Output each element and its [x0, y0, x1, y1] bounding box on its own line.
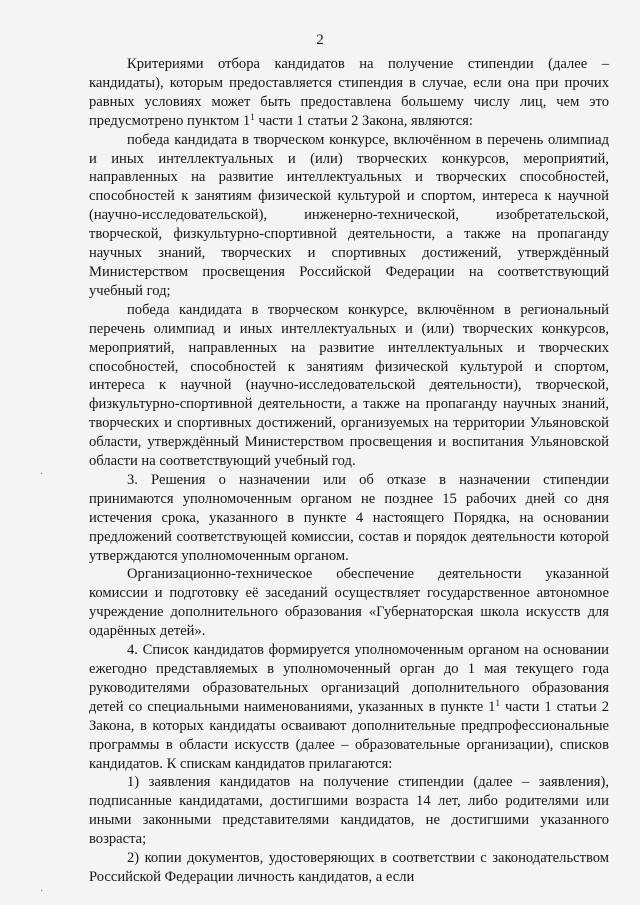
paragraph-text: 2) копии документов, удостоверяющих в соответствии с законодательством Российской Федерации личность кандидатов, а если: [89, 850, 609, 885]
superscript: 1: [250, 111, 255, 122]
paragraph: [89, 131, 609, 301]
paragraph-text: 4. Список кандидатов формируется уполномоченным органом на основании ежегодно представляемых в уполномоченный орган до 1 мая текущего года руководителями образовательных организаций дополнительного образования детей со специальными наименованиями, указанных в пункте 1: [89, 642, 609, 715]
superscript: 1: [495, 697, 500, 708]
margin-mark: ·: [40, 886, 44, 897]
paragraph-text: части 1 статьи 2 Закона, в которых кандидаты осваивают дополнительные предпрофессиональные программы в области искусств (далее – образовательные организации), списков кандидатов. К спискам кандидатов прилагаются:: [89, 698, 609, 772]
paragraph: [89, 55, 609, 131]
paragraph-text: Критериями отбора кандидатов на получение стипендии (далее – кандидаты), которым предоставляется стипендия в случае, если она при прочих равных условиях может быть предоставлена большему числу лиц, чем это предусмотрено пунктом 1: [89, 56, 609, 129]
paragraph: [89, 301, 609, 471]
page-number: 2: [316, 32, 324, 48]
document-body: [89, 55, 609, 887]
paragraph: [89, 641, 609, 773]
paragraph-text: части 1 статьи 2 Закона, являются:: [254, 112, 473, 129]
paragraph-text: 3. Решения о назначении или об отказе в назначении стипендии принимаются уполномоченным органом не позднее 15 рабочих дней со дня истечения срока, указанного в пункте 4 настоящего Порядка, на основании предложений соответствующей комиссии, состав и порядок деятельности которой утверждаются уполномоченным органом.: [89, 471, 609, 564]
paragraph-text: победа кандидата в творческом конкурсе, включённом в региональный перечень олимпиад и иных интеллектуальных и (или) творческих конкурсов, мероприятий, направленных на развитие интеллектуальных и творческих способностей, способностей к занятиям физической культурой и спортом, интереса к научной (научно-исследовательской деятельности), творческой, физкультурно-спортивной деятельности, а также на пропаганду научных знаний, творческих и спортивных достижений, организуемых на территории Ульяновской области, утверждённый Министерством просвещения и воспитания Ульяновской области на соответствующий учебный год.: [89, 301, 609, 470]
paragraph: [89, 773, 609, 849]
paragraph-text: Организационно-техническое обеспечение деятельности указанной комиссии и подготовку её заседаний осуществляет государственное автономное учреждение дополнительного образования «Губернаторская школа искусств для одарённых детей».: [89, 566, 609, 640]
paragraph-text: победа кандидата в творческом конкурсе, включённом в перечень олимпиад и иных интеллектуальных и (или) творческих конкурсов, мероприятий, направленных на развитие интеллектуальных и творческих способностей, способностей к занятиям физической культурой и спортом, интереса к научной (научно-исследовательской), инженерно-технической, изобретательской, творческой, физкультурно-спортивной деятельности, а также на пропаганду научных знаний, творческих и спортивных достижений, утверждённый Министерством просвещения Российской Федерации на соответствующий учебный год;: [89, 131, 609, 299]
paragraph: [89, 849, 609, 887]
paragraph: [89, 471, 609, 566]
paragraph: [89, 565, 609, 641]
margin-mark: ·: [40, 469, 44, 480]
paragraph-text: 1) заявления кандидатов на получение стипендии (далее – заявления), подписанные кандидатами, достигшими возраста 14 лет, либо родителями или иными законными представителями кандидатов, не достигшими указанного возраста;: [89, 774, 609, 848]
